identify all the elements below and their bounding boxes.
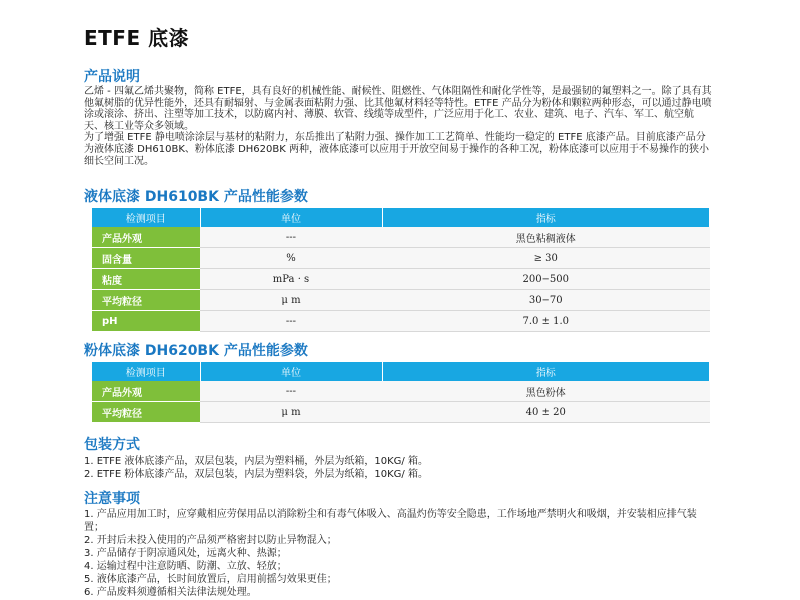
row-label: 固含量: [92, 248, 200, 269]
row-value: 200−500: [382, 269, 710, 290]
table-row: [92, 381, 710, 402]
intro-heading: 产品说明: [84, 69, 140, 85]
table2-heading: 粉体底漆 DH620BK 产品性能参数: [84, 343, 308, 359]
list-item: 6. 产品废料须遵循相关法律法规处理。: [84, 587, 257, 598]
table-row: [92, 311, 710, 332]
notes-list: [84, 508, 714, 599]
list-item: 5. 液体底漆产品，长时间放置后，启用前摇匀效果更佳；: [84, 574, 337, 585]
row-unit: ---: [200, 381, 382, 402]
intro-text: [84, 86, 712, 167]
notes-heading: 注意事项: [84, 491, 140, 507]
row-label: 粘度: [92, 269, 200, 290]
column-header: 单位: [200, 362, 382, 381]
intro-paragraph: 乙烯 - 四氟乙烯共聚物，简称 ETFE，具有良好的机械性能、耐候性、阻燃性、气体阻隔性和耐化学性等，是最强韧的氟塑料之一。除了具有其他氟树脂的优异性能外，还具有耐辐射、与金属表面粘附力强、比其他氟材料轻等特性。ETFE 产品分为粉体和颗粒两种形态，可以通过静电喷涂或滚涂、挤出、注塑等加工技术，以防腐内衬、薄膜、软管、线缆等成型件，广泛应用于化工、农业、建筑、电子、汽车、军工、航空航天、核工业等众多领域。: [84, 86, 712, 132]
row-unit: ---: [200, 311, 382, 332]
row-unit: mPa · s: [200, 269, 382, 290]
column-header: 检测项目: [92, 362, 200, 381]
table-row: [92, 227, 710, 248]
table1-heading: 液体底漆 DH610BK 产品性能参数: [84, 189, 308, 205]
table-row: [92, 290, 710, 311]
row-unit: μ m: [200, 290, 382, 311]
liquid-primer-spec-table: [92, 208, 710, 332]
table-row: [92, 269, 710, 290]
intro-paragraph: 为了增强 ETFE 静电喷涂涂层与基材的粘附力，东岳推出了粘附力强、操作加工工艺简单、性能均一稳定的 ETFE 底漆产品。目前底漆产品分为液体底漆 DH610BK、粉体底漆 DH620BK 两种，液体底漆可以应用于开放空间易于操作的各种工况，粉体底漆可以应用于不易操作的狭小细长空间工况。: [84, 132, 709, 167]
powder-primer-spec-table: [92, 362, 710, 423]
row-unit: ---: [200, 227, 382, 248]
list-item: 1. 产品应用加工时，应穿戴相应劳保用品以消除粉尘和有毒气体吸入、高温灼伤等安全隐患，工作场地严禁明火和吸烟，并安装相应排气装置；: [84, 509, 697, 533]
row-label: 平均粒径: [92, 402, 200, 423]
list-item: 2. 开封后未投入使用的产品须严格密封以防止异物混入；: [84, 535, 337, 546]
row-label: 产品外观: [92, 227, 200, 248]
packaging-list: [84, 455, 714, 481]
table-header-row: [92, 362, 710, 381]
table-row: [92, 402, 710, 423]
table-row: [92, 248, 710, 269]
table-header-row: [92, 208, 710, 227]
row-unit: %: [200, 248, 382, 269]
column-header: 单位: [200, 208, 382, 227]
row-label: pH: [92, 311, 200, 332]
column-header: 指标: [382, 362, 710, 381]
row-label: 平均粒径: [92, 290, 200, 311]
column-header: 检测项目: [92, 208, 200, 227]
row-value: 黑色粉体: [382, 381, 710, 402]
list-item: 3. 产品储存于阴凉通风处，远离火种、热源；: [84, 548, 287, 559]
row-value: ≥ 30: [382, 248, 710, 269]
row-value: 40 ± 20: [382, 402, 710, 423]
list-item: 1. ETFE 液体底漆产品，双层包装，内层为塑料桶，外层为纸箱，10KG/ 箱。: [84, 456, 428, 467]
packaging-heading: 包装方式: [84, 437, 140, 453]
row-value: 黑色粘稠液体: [382, 227, 710, 248]
page-title: ETFE 底漆: [84, 26, 190, 50]
row-value: 7.0 ± 1.0: [382, 311, 710, 332]
list-item: 4. 运输过程中注意防晒、防潮、立放、轻放；: [84, 561, 287, 572]
row-unit: μ m: [200, 402, 382, 423]
column-header: 指标: [382, 208, 710, 227]
row-value: 30−70: [382, 290, 710, 311]
list-item: 2. ETFE 粉体底漆产品，双层包装，内层为塑料袋，外层为纸箱，10KG/ 箱。: [84, 469, 428, 480]
row-label: 产品外观: [92, 381, 200, 402]
